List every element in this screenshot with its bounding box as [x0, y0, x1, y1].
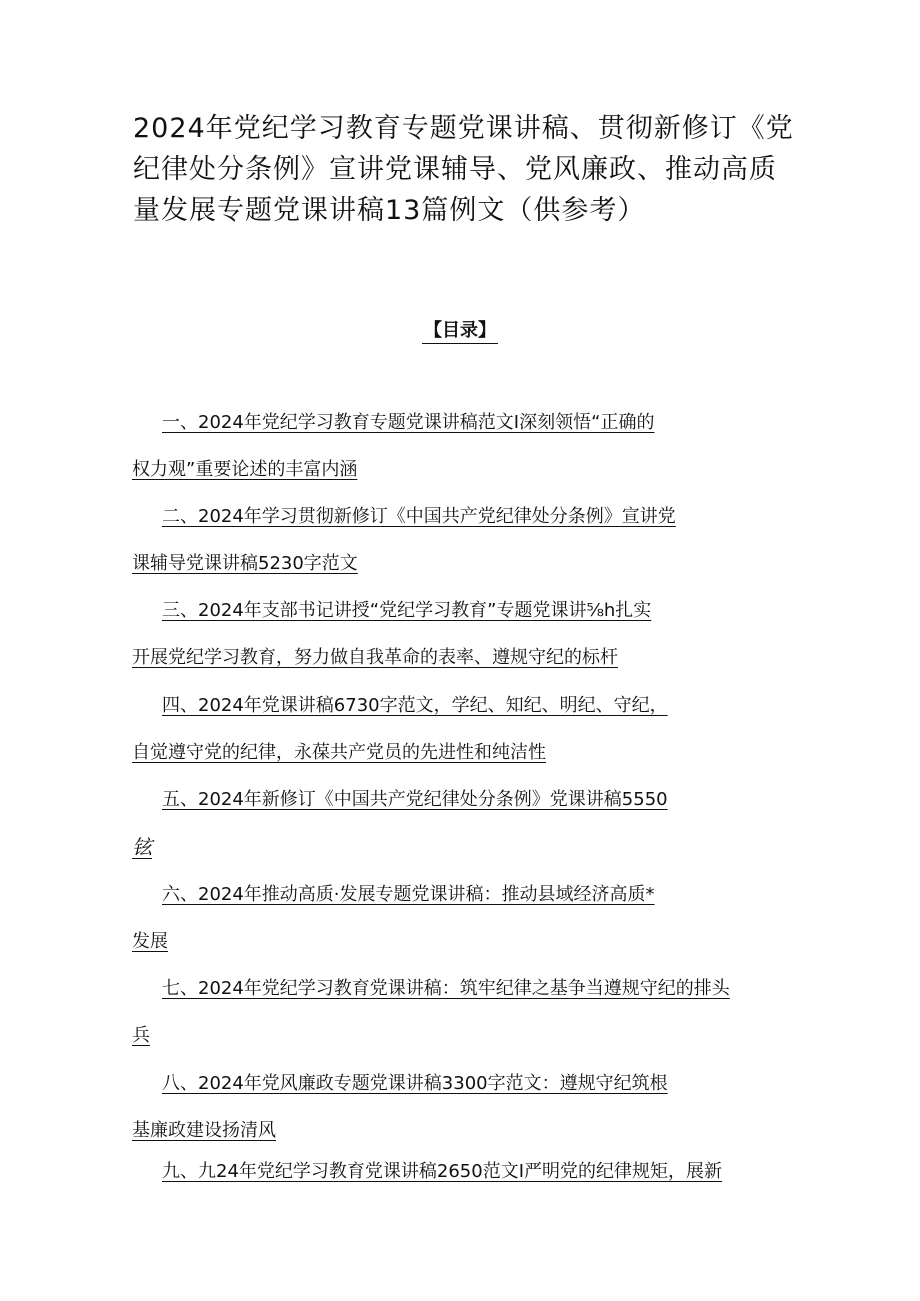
title-line-1: 2024年党纪学习教育专题党课讲稿、贯彻新修订《党 [133, 113, 794, 144]
toc-entry-6-line-1[interactable]: 六、2024年推动高质·发展专题党课讲稿：推动县域经济高质* [162, 884, 655, 905]
toc-entry-7-line-2[interactable]: 兵 [132, 1025, 150, 1046]
toc-entry-4-line-2[interactable]: 自觉遵守党的纪律，永葆共产党员的先进性和纯洁性 [132, 742, 546, 763]
toc-entry-2-line-1[interactable]: 二、2024年学习贯彻新修订《中国共产党纪律处分条例》宣讲党 [162, 506, 676, 527]
toc-entry-6-line-2[interactable]: 发展 [132, 931, 168, 952]
toc-entry-2-line-2[interactable]: 课辅导党课讲稿5230字范文 [132, 553, 358, 574]
toc-entry-5-line-1[interactable]: 五、2024年新修订《中国共产党纪律处分条例》党课讲稿5550 [162, 789, 668, 810]
toc-entry-4-line-1[interactable]: 四、2024年党课讲稿6730字范文，学纪、知纪、明纪、守纪， [162, 695, 668, 716]
toc-entry-5-line-2[interactable]: 铉 [132, 835, 152, 859]
toc-entry-3-line-2[interactable]: 开展党纪学习教育，努力做自我革命的表率、遵规守纪的标杆 [132, 647, 618, 668]
title-line-2: 纪律处分条例》宣讲党课辅导、党风廉政、推动高质 [133, 154, 777, 185]
toc-entry-9-line-1[interactable]: 九、九24年党纪学习教育党课讲稿2650范文I严明党的纪律规矩，展新 [162, 1161, 723, 1182]
toc-entry-1-line-2[interactable]: 权力观”重要论述的丰富内涵 [132, 459, 358, 480]
title-line-3: 量发展专题党课讲稿13篇例文（供参考） [133, 195, 646, 226]
toc-entry-3-line-1[interactable]: 三、2024年支部书记讲授“党纪学习教育”专题党课讲⅝h扎实 [162, 600, 652, 621]
toc-entry-7-line-1[interactable]: 七、2024年党纪学习教育党课讲稿：筑牢纪律之基争当遵规守纪的排头 [162, 978, 730, 999]
toc-entry-1-line-1[interactable]: 一、2024年党纪学习教育专题党课讲稿范文I深刻领悟“正确的 [162, 412, 655, 433]
toc-heading-text: 【目录】 [422, 320, 498, 344]
toc-entry-8-line-1[interactable]: 八、2024年党风廉政专题党课讲稿3300字范文：遵规守纪筑根 [162, 1073, 668, 1094]
toc-entry-8-line-2[interactable]: 基廉政建设扬清风 [132, 1120, 276, 1141]
